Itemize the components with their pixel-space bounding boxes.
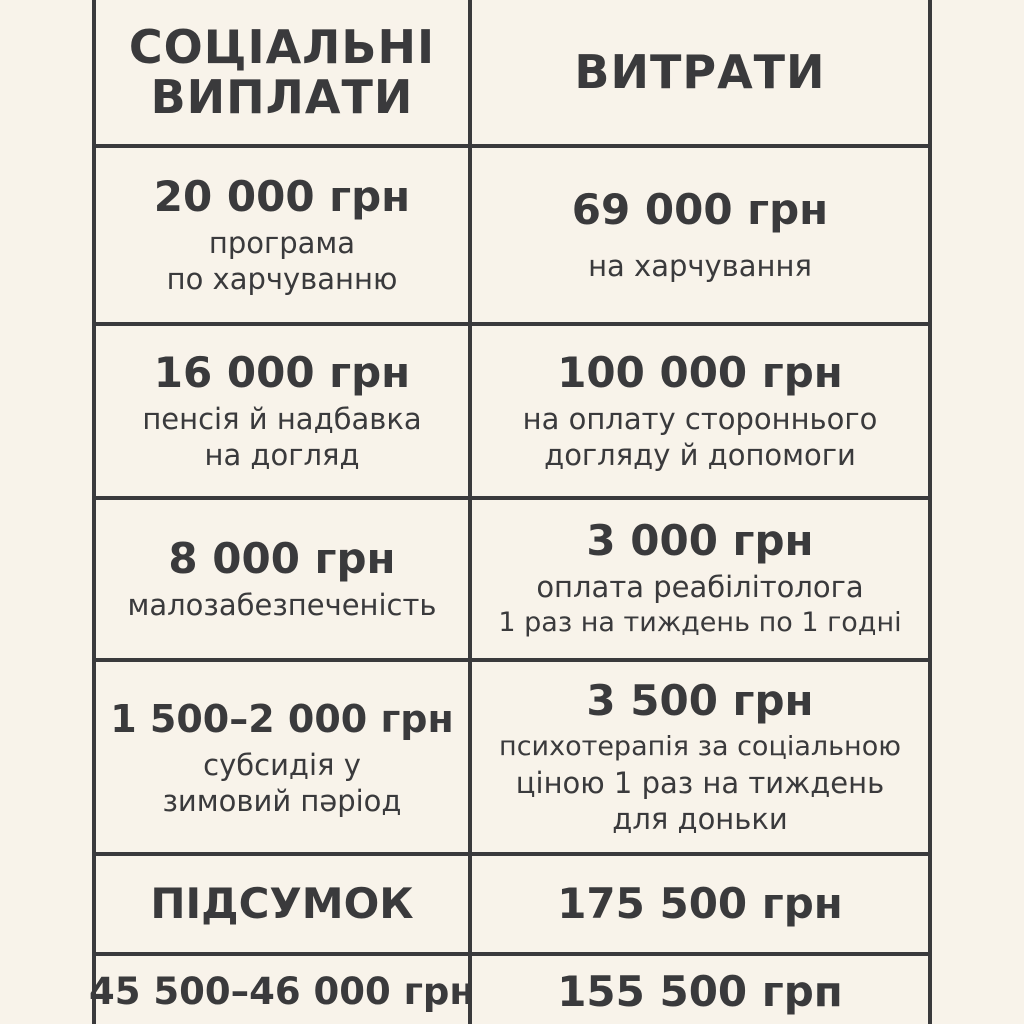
- expense-description: на харчування: [588, 249, 812, 283]
- expense-description: ціною 1 раз на тиждень: [515, 766, 885, 800]
- expense-description: психотерапія за соціальною: [499, 731, 901, 762]
- summary-value: 175 500 грн: [557, 879, 843, 928]
- header-expenses: [472, 0, 928, 144]
- income-cell: [96, 326, 468, 496]
- header-social-payments: [96, 0, 468, 144]
- income-cell: [96, 500, 468, 658]
- expense-description: оплата реабілітолога: [536, 570, 864, 604]
- income-description: на догляд: [204, 438, 360, 472]
- expense-cell: [472, 662, 928, 852]
- bottom-left-cell: [89, 956, 475, 1024]
- header-left-line1: СОЦІАЛЬНІ: [128, 20, 436, 74]
- summary-label: ПІДСУМОК: [150, 879, 414, 928]
- expense-amount: 100 000 грн: [557, 348, 843, 397]
- income-description: по харчуванню: [166, 262, 398, 296]
- income-cell: [96, 662, 468, 852]
- income-description: програма: [208, 226, 356, 260]
- income-description: зимовий пәріод: [162, 784, 402, 818]
- table-border-right: [928, 0, 932, 1024]
- summary-label-cell: [96, 856, 468, 952]
- bottom-right-cell: [472, 956, 928, 1024]
- expense-amount: 3 000 грн: [586, 516, 814, 565]
- header-right: ВИТРАТИ: [574, 45, 826, 99]
- expense-description: догляду й допомоги: [544, 438, 856, 472]
- income-amount: 8 000 грн: [168, 534, 396, 583]
- budget-table: [89, 0, 932, 1024]
- expense-cell: [472, 500, 928, 658]
- expense-cell: [472, 148, 928, 322]
- bottom-left-value: 45 500–46 000 грн: [89, 970, 475, 1013]
- income-amount: 16 000 грн: [153, 348, 411, 397]
- expense-description: на оплату стороннього: [522, 402, 878, 436]
- expense-amount: 69 000 грн: [571, 185, 829, 234]
- expense-description: для доньки: [612, 802, 788, 836]
- expense-description: 1 раз на тиждень по 1 годні: [498, 607, 902, 638]
- income-cell: [96, 148, 468, 322]
- expense-cell: [472, 326, 928, 496]
- income-amount: 20 000 грн: [153, 172, 411, 221]
- income-description: малозабезпеченість: [127, 588, 437, 622]
- bottom-right-value: 155 500 грп: [557, 967, 843, 1016]
- income-description: субсидія у: [203, 748, 361, 782]
- summary-value-cell: [472, 856, 928, 952]
- income-amount: 1 500–2 000 грн: [110, 697, 454, 741]
- header-left-line2: ВИПЛАТИ: [150, 70, 414, 124]
- income-description: пенсія й надбавка: [142, 402, 422, 436]
- expense-amount: 3 500 грн: [586, 676, 814, 725]
